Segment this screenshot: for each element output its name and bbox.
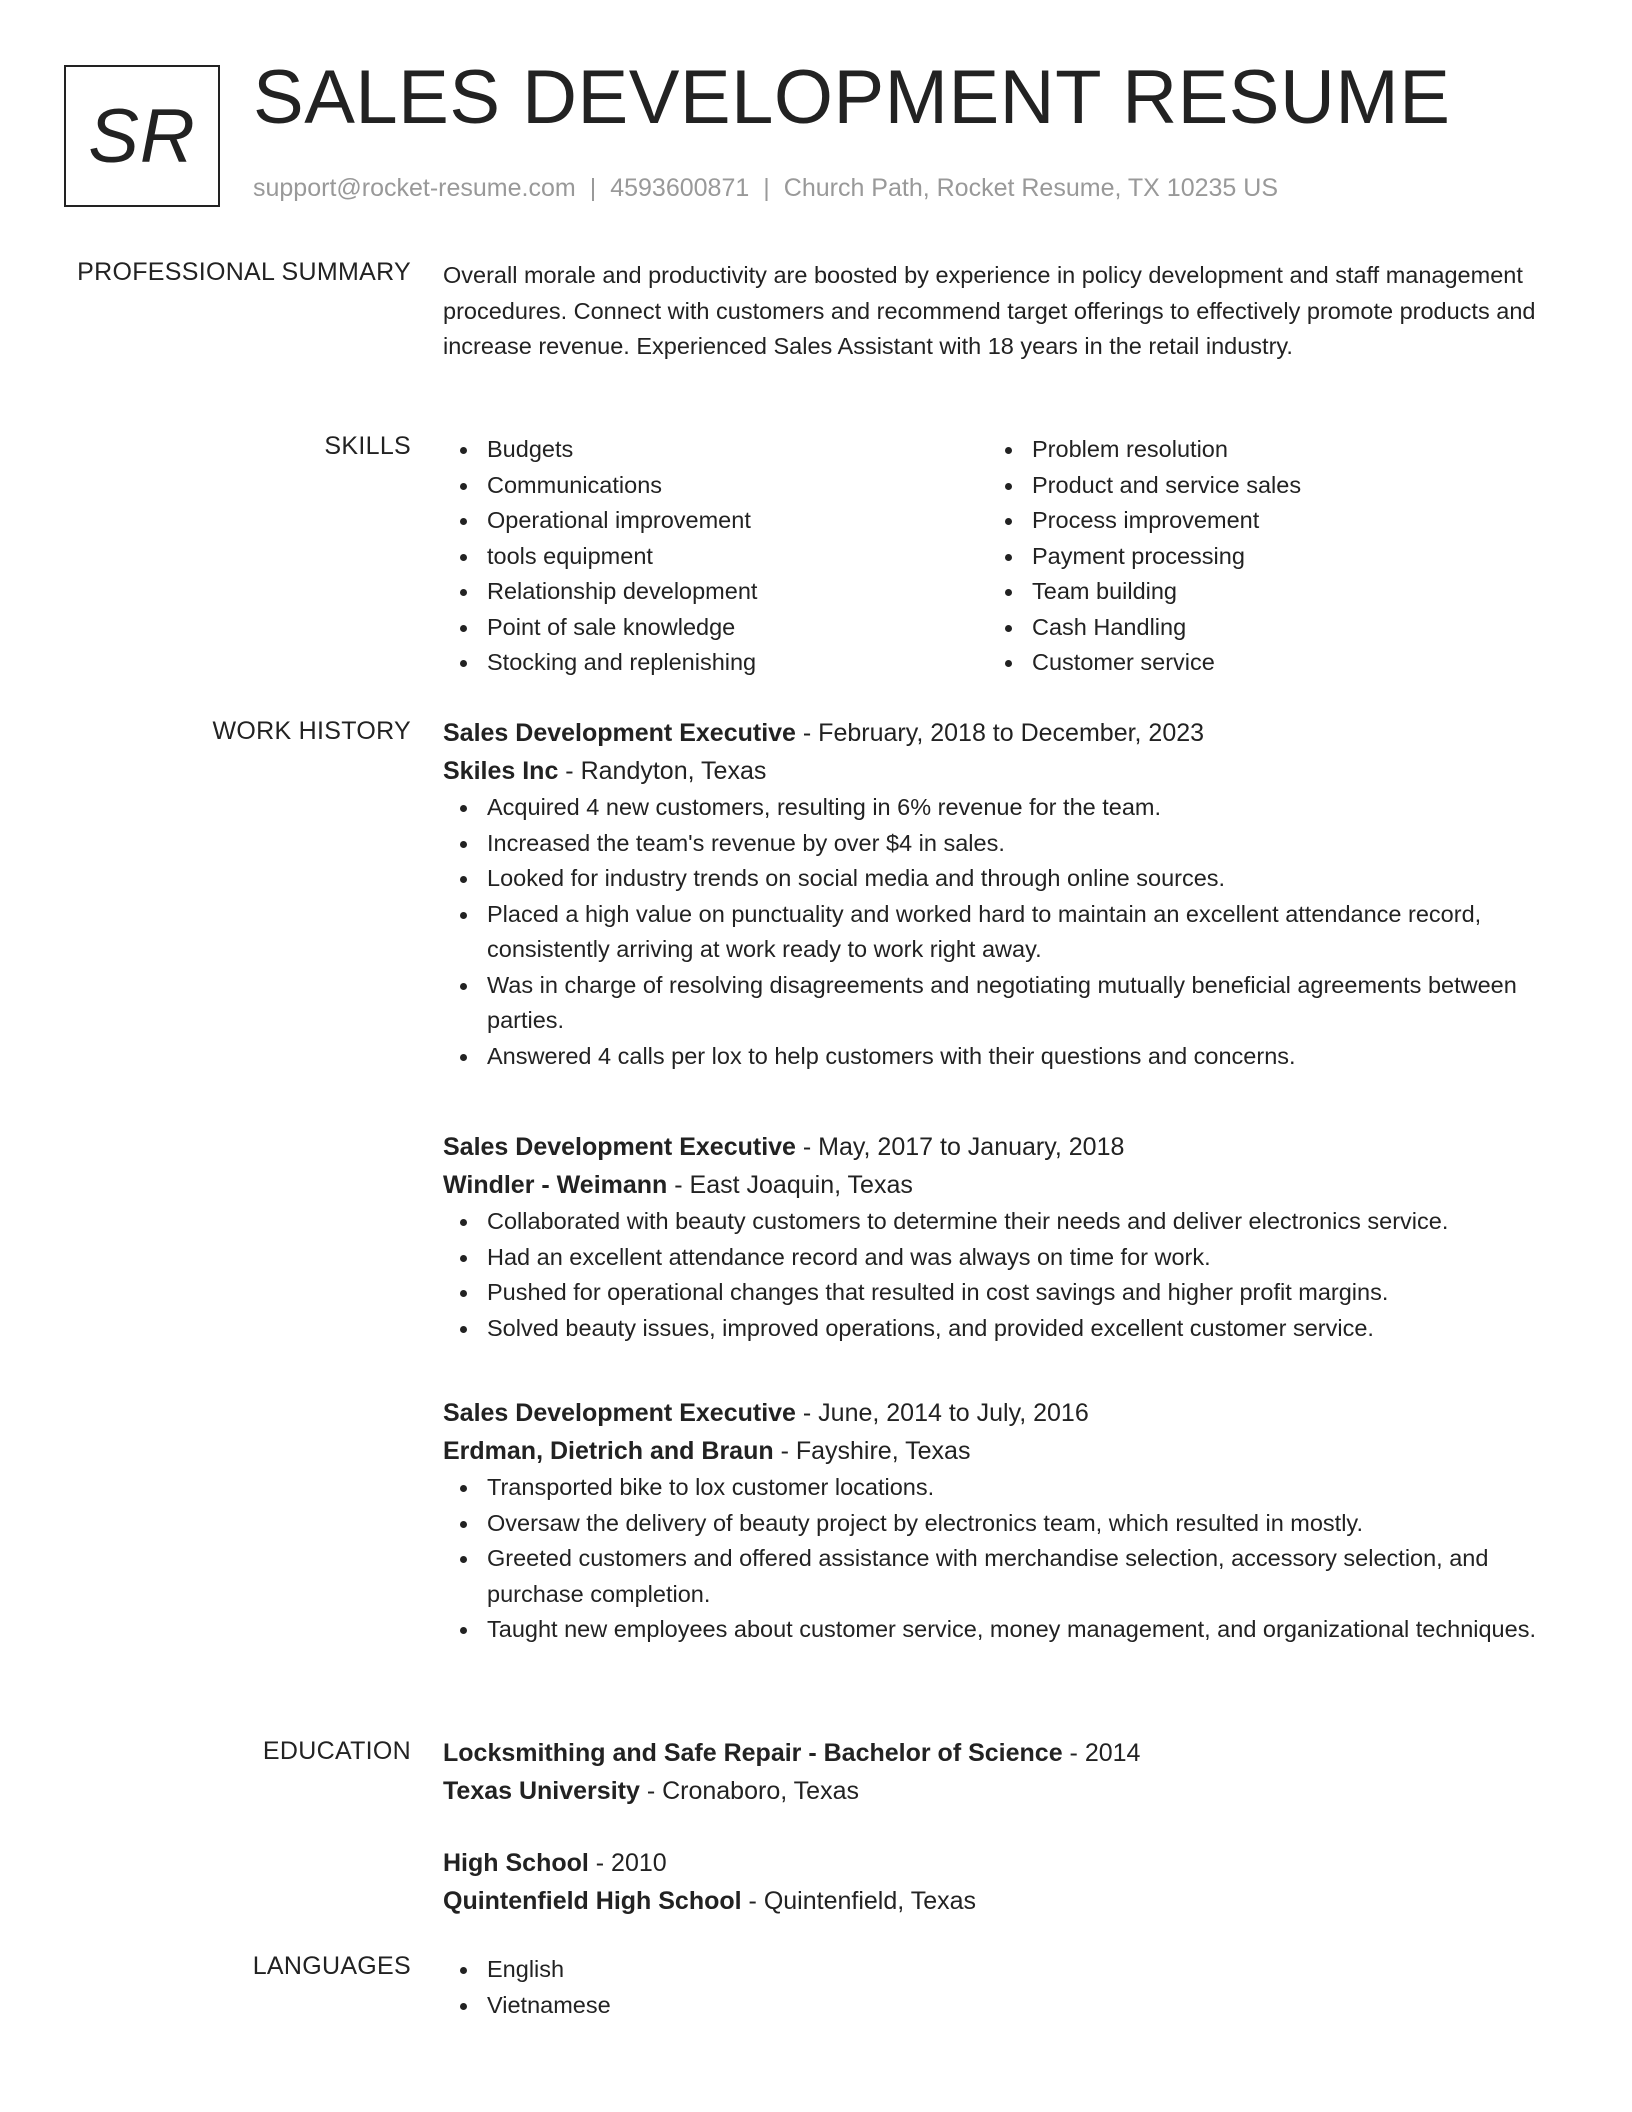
job-bullet: Collaborated with beauty customers to determine their needs and deliver electronics service. — [443, 1204, 1553, 1240]
job-title-line — [443, 1394, 1553, 1432]
job-bullet: Answered 4 calls per lox to help customers with their questions and concerns. — [443, 1039, 1553, 1075]
job-company: Erdman, Dietrich and Braun — [443, 1437, 774, 1465]
contact-separator: | — [589, 174, 597, 202]
job-bullets — [443, 1470, 1553, 1648]
education-degree-line — [443, 1844, 1553, 1882]
education-entry — [443, 1844, 1553, 1920]
job-company: Windler - Weimann — [443, 1171, 668, 1199]
job-bullets — [443, 1204, 1553, 1346]
education-location: - Quintenfield, Texas — [741, 1887, 976, 1915]
job-title: Sales Development Executive — [443, 1399, 796, 1427]
job-bullet: Increased the team's revenue by over $4 in sales. — [443, 826, 1553, 862]
skill-item: Budgets — [443, 432, 988, 468]
contact-phone: 4593600871 — [610, 174, 750, 202]
job-bullet: Pushed for operational changes that resulted in cost savings and higher profit margins. — [443, 1275, 1553, 1311]
initials-monogram: SR — [64, 65, 220, 207]
skill-item: Stocking and replenishing — [443, 645, 988, 681]
job-company-line — [443, 752, 1553, 790]
job-location: - Randyton, Texas — [558, 757, 767, 785]
section-label-languages: LANGUAGES — [252, 1952, 411, 1980]
job-title-line — [443, 1128, 1553, 1166]
skill-item: Relationship development — [443, 574, 988, 610]
job-company-line — [443, 1432, 1553, 1470]
job-bullet: Placed a high value on punctuality and worked hard to maintain an excellent attendance record, consistently arriving at work ready to work right away. — [443, 897, 1553, 968]
section-label-summary: PROFESSIONAL SUMMARY — [77, 258, 411, 286]
summary-content — [443, 258, 1553, 365]
skill-item: Payment processing — [988, 539, 1533, 575]
contact-line — [253, 174, 1278, 203]
contact-email: support@rocket-resume.com — [253, 174, 576, 202]
education-year: - 2014 — [1062, 1739, 1141, 1767]
section-label-education: EDUCATION — [262, 1737, 411, 1765]
language-item: English — [443, 1952, 1553, 1988]
job-company-line — [443, 1166, 1553, 1204]
skill-item: Point of sale knowledge — [443, 610, 988, 646]
education-location: - Cronaboro, Texas — [639, 1777, 859, 1805]
job-company: Skiles Inc — [443, 757, 559, 785]
skill-item: Communications — [443, 468, 988, 504]
job-dates: - February, 2018 to December, 2023 — [795, 719, 1205, 747]
skills-list-left — [443, 432, 988, 681]
skills-grid — [443, 432, 1553, 681]
job-bullets — [443, 790, 1553, 1074]
skill-item: Problem resolution — [988, 432, 1533, 468]
skill-item: Cash Handling — [988, 610, 1533, 646]
education-degree: Locksmithing and Safe Repair - Bachelor of Science — [443, 1739, 1063, 1767]
education-year: - 2010 — [588, 1849, 667, 1877]
section-label-skills: SKILLS — [324, 432, 411, 460]
job-bullet: Transported bike to lox customer locations. — [443, 1470, 1553, 1506]
contact-address: Church Path, Rocket Resume, TX 10235 US — [783, 174, 1278, 202]
skills-list-right — [988, 432, 1533, 681]
education-entry — [443, 1734, 1553, 1810]
job-bullet: Greeted customers and offered assistance with merchandise selection, accessory selection, and purchase completion. — [443, 1541, 1553, 1612]
languages-content — [443, 1952, 1553, 2023]
job-bullet: Oversaw the delivery of beauty project by electronics team, which resulted in mostly. — [443, 1506, 1553, 1542]
job-bullet: Acquired 4 new customers, resulting in 6% revenue for the team. — [443, 790, 1553, 826]
education-school-line — [443, 1882, 1553, 1920]
education-content — [443, 1734, 1553, 1920]
skill-item: Team building — [988, 574, 1533, 610]
contact-separator: | — [763, 174, 770, 202]
job-bullet: Taught new employees about customer service, money management, and organizational techniques. — [443, 1612, 1553, 1648]
education-school-line — [443, 1772, 1553, 1810]
job-title: Sales Development Executive — [443, 719, 796, 747]
education-school: Texas University — [443, 1777, 640, 1805]
education-degree-line — [443, 1734, 1553, 1772]
job-title: Sales Development Executive — [443, 1133, 796, 1161]
job-dates: - June, 2014 to July, 2016 — [795, 1399, 1089, 1427]
skill-item: Operational improvement — [443, 503, 988, 539]
job-location: - East Joaquin, Texas — [667, 1171, 913, 1199]
skill-item: Product and service sales — [988, 468, 1533, 504]
job-bullet: Was in charge of resolving disagreements and negotiating mutually beneficial agreements between parties. — [443, 968, 1553, 1039]
skill-item: Customer service — [988, 645, 1533, 681]
summary-text: Overall morale and productivity are boosted by experience in policy development and staff management procedures. Connect with customers and recommend target offerings to effectively promote products and increase revenue. Experienced Sales Assistant with 18 years in the retail industry. — [443, 262, 1536, 359]
skills-content — [443, 432, 1553, 681]
language-item: Vietnamese — [443, 1988, 1553, 2024]
resume-title: SALES DEVELOPMENT RESUME — [253, 55, 1451, 140]
education-school: Quintenfield High School — [443, 1887, 742, 1915]
skill-item: Process improvement — [988, 503, 1533, 539]
education-degree: High School — [443, 1849, 589, 1877]
job-bullet: Solved beauty issues, improved operations, and provided excellent customer service. — [443, 1311, 1553, 1347]
skill-item: tools equipment — [443, 539, 988, 575]
job-location: - Fayshire, Texas — [773, 1437, 971, 1465]
section-label-work: WORK HISTORY — [212, 717, 411, 745]
job-title-line — [443, 714, 1553, 752]
job-bullet: Looked for industry trends on social media and through online sources. — [443, 861, 1553, 897]
languages-list — [443, 1952, 1553, 2023]
job-bullet: Had an excellent attendance record and was always on time for work. — [443, 1240, 1553, 1276]
job-dates: - May, 2017 to January, 2018 — [795, 1133, 1125, 1161]
